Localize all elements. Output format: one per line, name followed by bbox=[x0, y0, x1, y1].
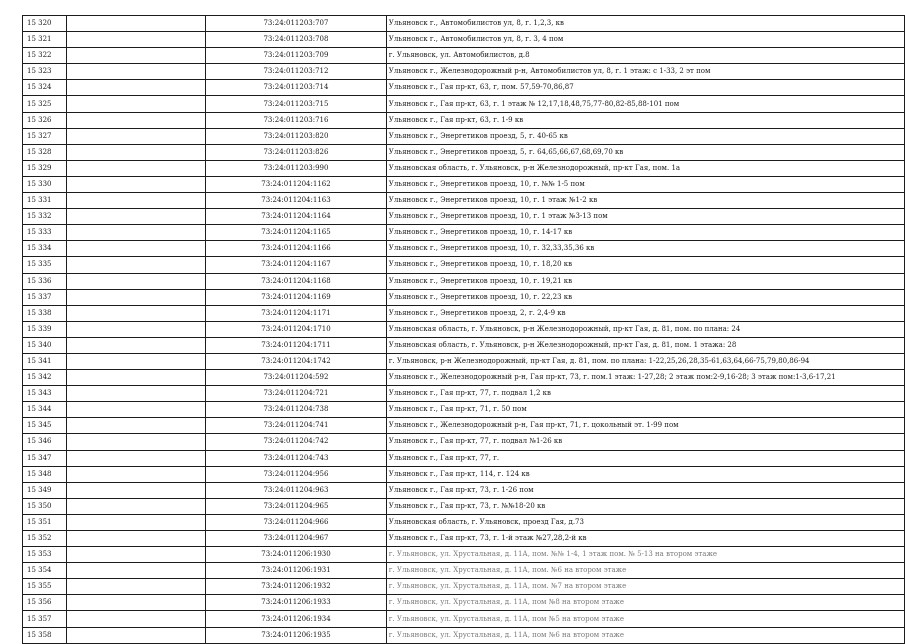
cadastral-number-cell: 73:24:011204:1166 bbox=[206, 241, 387, 257]
address-cell: Ульяновск г., Энергетиков проезд, 10, г. 14-17 кв bbox=[386, 225, 904, 241]
row-number-cell: 15 321 bbox=[23, 32, 67, 48]
address-cell: Ульяновск г., Энергетиков проезд, 10, г. 22,23 кв bbox=[386, 289, 904, 305]
address-cell: Ульяновск г., Гая пр-кт, 63, г. 1 этаж № 12,17,18,48,75,77-80,82-85,88-101 пом bbox=[386, 96, 904, 112]
table-row bbox=[23, 547, 905, 563]
cadastral-number-cell: 73:24:011204:1710 bbox=[206, 321, 387, 337]
row-number-cell: 15 338 bbox=[23, 305, 67, 321]
table-row bbox=[23, 498, 905, 514]
table-row bbox=[23, 96, 905, 112]
address-cell: Ульяновск г., Гая пр-кт, 63, г, пом. 57,59-70,86,87 bbox=[386, 80, 904, 96]
row-number-cell: 15 339 bbox=[23, 321, 67, 337]
address-cell: Ульяновск г., Гая пр-кт, 63, г. 1-9 кв bbox=[386, 112, 904, 128]
address-cell: Ульяновск г., Автомобилистов ул, 8, г. 1,2,3, кв bbox=[386, 16, 904, 32]
address-cell: Ульяновская область, г. Ульяновск, р-н Железнодорожный, пр-кт Гая, д. 81, пом. по плана: 24 bbox=[386, 321, 904, 337]
address-cell: Ульяновск г., Гая пр-кт, 73, г. 1-й этаж №27,28,2-й кв bbox=[386, 531, 904, 547]
row-number-cell: 15 337 bbox=[23, 289, 67, 305]
cadastral-number-cell: 73:24:011204:967 bbox=[206, 531, 387, 547]
cadastral-number-cell: 73:24:011204:1165 bbox=[206, 225, 387, 241]
row-number-cell: 15 348 bbox=[23, 466, 67, 482]
empty-cell bbox=[66, 289, 205, 305]
row-number-cell: 15 355 bbox=[23, 579, 67, 595]
cadastral-number-cell: 73:24:011204:966 bbox=[206, 514, 387, 530]
row-number-cell: 15 351 bbox=[23, 514, 67, 530]
row-number-cell: 15 350 bbox=[23, 498, 67, 514]
address-cell: Ульяновск г., Гая пр-кт, 77, г. bbox=[386, 450, 904, 466]
table-row bbox=[23, 531, 905, 547]
row-number-cell: 15 341 bbox=[23, 353, 67, 369]
cadastral-number-cell: 73:24:011204:963 bbox=[206, 482, 387, 498]
empty-cell bbox=[66, 321, 205, 337]
cadastral-number-cell: 73:24:011204:741 bbox=[206, 418, 387, 434]
table-row bbox=[23, 160, 905, 176]
cadastral-number-cell: 73:24:011204:592 bbox=[206, 370, 387, 386]
empty-cell bbox=[66, 531, 205, 547]
empty-cell bbox=[66, 434, 205, 450]
row-number-cell: 15 336 bbox=[23, 273, 67, 289]
address-cell: Ульяновск г., Гая пр-кт, 71, г. 50 пом bbox=[386, 402, 904, 418]
address-cell: Ульяновск г., Энергетиков проезд, 10, г. 19,21 кв bbox=[386, 273, 904, 289]
table-row bbox=[23, 514, 905, 530]
address-cell: Ульяновск г., Гая пр-кт, 73, г. №№18-20 кв bbox=[386, 498, 904, 514]
cadastral-number-cell: 73:24:011203:709 bbox=[206, 48, 387, 64]
address-cell: Ульяновск г., Энергетиков проезд, 10, г. 18,20 кв bbox=[386, 257, 904, 273]
empty-cell bbox=[66, 241, 205, 257]
empty-cell bbox=[66, 225, 205, 241]
cadastral-number-cell: 73:24:011204:1742 bbox=[206, 353, 387, 369]
address-cell: г. Ульяновск, ул. Хрустальная, д. 11А, пом №8 на втором этаже bbox=[386, 595, 904, 611]
empty-cell bbox=[66, 16, 205, 32]
address-cell: Ульяновск г., Железнодорожный р-н, Автомобилистов ул, 8, г. 1 этаж: с 1-33, 2 эт пом bbox=[386, 64, 904, 80]
address-cell: г. Ульяновск, ул. Хрустальная, д. 11А, пом №5 на втором этаже bbox=[386, 611, 904, 627]
address-cell: Ульяновск г., Гая пр-кт, 73, г. 1-26 пом bbox=[386, 482, 904, 498]
empty-cell bbox=[66, 547, 205, 563]
row-number-cell: 15 354 bbox=[23, 563, 67, 579]
row-number-cell: 15 357 bbox=[23, 611, 67, 627]
cadastral-number-cell: 73:24:011204:1164 bbox=[206, 209, 387, 225]
empty-cell bbox=[66, 305, 205, 321]
table-row bbox=[23, 418, 905, 434]
empty-cell bbox=[66, 64, 205, 80]
cadastral-number-cell: 73:24:011204:1711 bbox=[206, 337, 387, 353]
table-row bbox=[23, 289, 905, 305]
table-row bbox=[23, 450, 905, 466]
table-row bbox=[23, 273, 905, 289]
empty-cell bbox=[66, 128, 205, 144]
row-number-cell: 15 329 bbox=[23, 160, 67, 176]
cadastral-number-cell: 73:24:011203:715 bbox=[206, 96, 387, 112]
empty-cell bbox=[66, 96, 205, 112]
empty-cell bbox=[66, 498, 205, 514]
table-row bbox=[23, 257, 905, 273]
empty-cell bbox=[66, 627, 205, 643]
empty-cell bbox=[66, 273, 205, 289]
empty-cell bbox=[66, 579, 205, 595]
cadastral-number-cell: 73:24:011204:1169 bbox=[206, 289, 387, 305]
address-cell: Ульяновск г., Энергетиков проезд, 5, г. 40-65 кв bbox=[386, 128, 904, 144]
cadastral-number-cell: 73:24:011204:1163 bbox=[206, 193, 387, 209]
cadastral-number-cell: 73:24:011206:1931 bbox=[206, 563, 387, 579]
cadastral-number-cell: 73:24:011203:716 bbox=[206, 112, 387, 128]
row-number-cell: 15 353 bbox=[23, 547, 67, 563]
cadastral-number-cell: 73:24:011204:1171 bbox=[206, 305, 387, 321]
address-cell: г. Ульяновск, ул. Хрустальная, д. 11А, пом. №7 на втором этаже bbox=[386, 579, 904, 595]
cadastral-number-cell: 73:24:011204:743 bbox=[206, 450, 387, 466]
empty-cell bbox=[66, 112, 205, 128]
row-number-cell: 15 345 bbox=[23, 418, 67, 434]
address-cell: Ульяновск г., Энергетиков проезд, 2, г. 2,4-9 кв bbox=[386, 305, 904, 321]
table-row bbox=[23, 321, 905, 337]
cadastral-number-cell: 73:24:011204:965 bbox=[206, 498, 387, 514]
cadastral-number-cell: 73:24:011206:1935 bbox=[206, 627, 387, 643]
table-row bbox=[23, 176, 905, 192]
row-number-cell: 15 352 bbox=[23, 531, 67, 547]
address-cell: Ульяновск г., Энергетиков проезд, 10, г. 1 этаж №1-2 кв bbox=[386, 193, 904, 209]
empty-cell bbox=[66, 209, 205, 225]
empty-cell bbox=[66, 144, 205, 160]
empty-cell bbox=[66, 337, 205, 353]
row-number-cell: 15 328 bbox=[23, 144, 67, 160]
cadastral-number-cell: 73:24:011204:742 bbox=[206, 434, 387, 450]
table-row bbox=[23, 611, 905, 627]
cadastral-number-cell: 73:24:011206:1930 bbox=[206, 547, 387, 563]
table-row bbox=[23, 595, 905, 611]
address-cell: Ульяновск г., Энергетиков проезд, 5, г. 64,65,66,67,68,69,70 кв bbox=[386, 144, 904, 160]
row-number-cell: 15 325 bbox=[23, 96, 67, 112]
table-row bbox=[23, 48, 905, 64]
table-row bbox=[23, 144, 905, 160]
cadastral-number-cell: 73:24:011203:714 bbox=[206, 80, 387, 96]
empty-cell bbox=[66, 48, 205, 64]
table-row bbox=[23, 128, 905, 144]
row-number-cell: 15 323 bbox=[23, 64, 67, 80]
table-row bbox=[23, 386, 905, 402]
table-row bbox=[23, 466, 905, 482]
address-cell: г. Ульяновск, ул. Автомобилистов, д.8 bbox=[386, 48, 904, 64]
table-row bbox=[23, 112, 905, 128]
cadastral-number-cell: 73:24:011203:990 bbox=[206, 160, 387, 176]
cadastral-number-cell: 73:24:011204:956 bbox=[206, 466, 387, 482]
row-number-cell: 15 330 bbox=[23, 176, 67, 192]
empty-cell bbox=[66, 32, 205, 48]
row-number-cell: 15 320 bbox=[23, 16, 67, 32]
address-cell: г. Ульяновск, р-н Железнодорожный, пр-кт Гая, д. 81, пом. по плана: 1-22,25,26,28,35-61,63,64,66-75,79,80,86-94 bbox=[386, 353, 904, 369]
row-number-cell: 15 347 bbox=[23, 450, 67, 466]
empty-cell bbox=[66, 80, 205, 96]
address-cell: Ульяновск г., Гая пр-кт, 114, г. 124 кв bbox=[386, 466, 904, 482]
table-row bbox=[23, 209, 905, 225]
row-number-cell: 15 358 bbox=[23, 627, 67, 643]
table-row bbox=[23, 482, 905, 498]
address-cell: Ульяновск г., Гая пр-кт, 77, г. подвал №1-26 кв bbox=[386, 434, 904, 450]
table-row bbox=[23, 434, 905, 450]
table-row bbox=[23, 241, 905, 257]
cadastral-number-cell: 73:24:011203:826 bbox=[206, 144, 387, 160]
row-number-cell: 15 334 bbox=[23, 241, 67, 257]
cadastral-number-cell: 73:24:011206:1934 bbox=[206, 611, 387, 627]
address-cell: Ульяновск г., Железнодорожный р-н, Гая пр-кт, 73, г. пом.1 этаж: 1-27,28; 2 этаж пом:2-9,16-28; 3 этаж пом:1-3,6-17,21 bbox=[386, 370, 904, 386]
row-number-cell: 15 322 bbox=[23, 48, 67, 64]
row-number-cell: 15 327 bbox=[23, 128, 67, 144]
empty-cell bbox=[66, 418, 205, 434]
row-number-cell: 15 340 bbox=[23, 337, 67, 353]
row-number-cell: 15 349 bbox=[23, 482, 67, 498]
row-number-cell: 15 356 bbox=[23, 595, 67, 611]
cadastral-number-cell: 73:24:011204:738 bbox=[206, 402, 387, 418]
empty-cell bbox=[66, 160, 205, 176]
empty-cell bbox=[66, 482, 205, 498]
cadastral-number-cell: 73:24:011206:1933 bbox=[206, 595, 387, 611]
address-cell: Ульяновск г., Гая пр-кт, 77, г. подвал 1,2 кв bbox=[386, 386, 904, 402]
empty-cell bbox=[66, 450, 205, 466]
address-cell: Ульяновская область, г. Ульяновск, р-н Железнодорожный, пр-кт Гая, д. 81, пом. 1 этажа: 28 bbox=[386, 337, 904, 353]
cadastral-number-cell: 73:24:011204:1167 bbox=[206, 257, 387, 273]
empty-cell bbox=[66, 563, 205, 579]
empty-cell bbox=[66, 193, 205, 209]
table-row bbox=[23, 225, 905, 241]
table-row bbox=[23, 353, 905, 369]
empty-cell bbox=[66, 466, 205, 482]
address-cell: Ульяновск г., Энергетиков проезд, 10, г. 1 этаж №3-13 пом bbox=[386, 209, 904, 225]
row-number-cell: 15 335 bbox=[23, 257, 67, 273]
registry-table-body bbox=[23, 16, 905, 644]
cadastral-number-cell: 73:24:011203:820 bbox=[206, 128, 387, 144]
address-cell: Ульяновск г., Энергетиков проезд, 10, г. №№ 1-5 пом bbox=[386, 176, 904, 192]
empty-cell bbox=[66, 370, 205, 386]
row-number-cell: 15 333 bbox=[23, 225, 67, 241]
address-cell: г. Ульяновск, ул. Хрустальная, д. 11А, пом. №6 на втором этаже bbox=[386, 563, 904, 579]
empty-cell bbox=[66, 353, 205, 369]
cadastral-number-cell: 73:24:011203:712 bbox=[206, 64, 387, 80]
table-row bbox=[23, 579, 905, 595]
row-number-cell: 15 342 bbox=[23, 370, 67, 386]
table-row bbox=[23, 370, 905, 386]
cadastral-number-cell: 73:24:011204:1168 bbox=[206, 273, 387, 289]
row-number-cell: 15 346 bbox=[23, 434, 67, 450]
address-cell: Ульяновск г., Энергетиков проезд, 10, г. 32,33,35,36 кв bbox=[386, 241, 904, 257]
address-cell: Ульяновск г., Железнодорожный р-н, Гая пр-кт, 71, г. цокольный эт. 1-99 пом bbox=[386, 418, 904, 434]
row-number-cell: 15 331 bbox=[23, 193, 67, 209]
empty-cell bbox=[66, 257, 205, 273]
empty-cell bbox=[66, 386, 205, 402]
table-row bbox=[23, 305, 905, 321]
cadastral-number-cell: 73:24:011203:708 bbox=[206, 32, 387, 48]
row-number-cell: 15 344 bbox=[23, 402, 67, 418]
table-row bbox=[23, 402, 905, 418]
address-cell: Ульяновская область, г. Ульяновск, проезд Гая, д.73 bbox=[386, 514, 904, 530]
cadastral-number-cell: 73:24:011204:1162 bbox=[206, 176, 387, 192]
table-row bbox=[23, 627, 905, 643]
cadastral-number-cell: 73:24:011206:1932 bbox=[206, 579, 387, 595]
cadastral-number-cell: 73:24:011204:721 bbox=[206, 386, 387, 402]
row-number-cell: 15 326 bbox=[23, 112, 67, 128]
table-row bbox=[23, 16, 905, 32]
row-number-cell: 15 332 bbox=[23, 209, 67, 225]
empty-cell bbox=[66, 514, 205, 530]
row-number-cell: 15 343 bbox=[23, 386, 67, 402]
cadastral-number-cell: 73:24:011203:707 bbox=[206, 16, 387, 32]
table-row bbox=[23, 80, 905, 96]
empty-cell bbox=[66, 402, 205, 418]
table-row bbox=[23, 193, 905, 209]
table-row bbox=[23, 32, 905, 48]
address-cell: Ульяновская область, г. Ульяновск, р-н Железнодорожный, пр-кт Гая, пом. 1а bbox=[386, 160, 904, 176]
empty-cell bbox=[66, 611, 205, 627]
table-row bbox=[23, 337, 905, 353]
table-row bbox=[23, 64, 905, 80]
row-number-cell: 15 324 bbox=[23, 80, 67, 96]
address-cell: Ульяновск г., Автомобилистов ул, 8, г. 3, 4 пом bbox=[386, 32, 904, 48]
address-cell: г. Ульяновск, ул. Хрустальная, д. 11А, пом №6 на втором этаже bbox=[386, 627, 904, 643]
address-cell: г. Ульяновск, ул. Хрустальная, д. 11А, пом. №№ 1-4, 1 этаж пом. № 5-13 на втором этаже bbox=[386, 547, 904, 563]
empty-cell bbox=[66, 595, 205, 611]
empty-cell bbox=[66, 176, 205, 192]
table-row bbox=[23, 563, 905, 579]
registry-table bbox=[22, 15, 905, 644]
